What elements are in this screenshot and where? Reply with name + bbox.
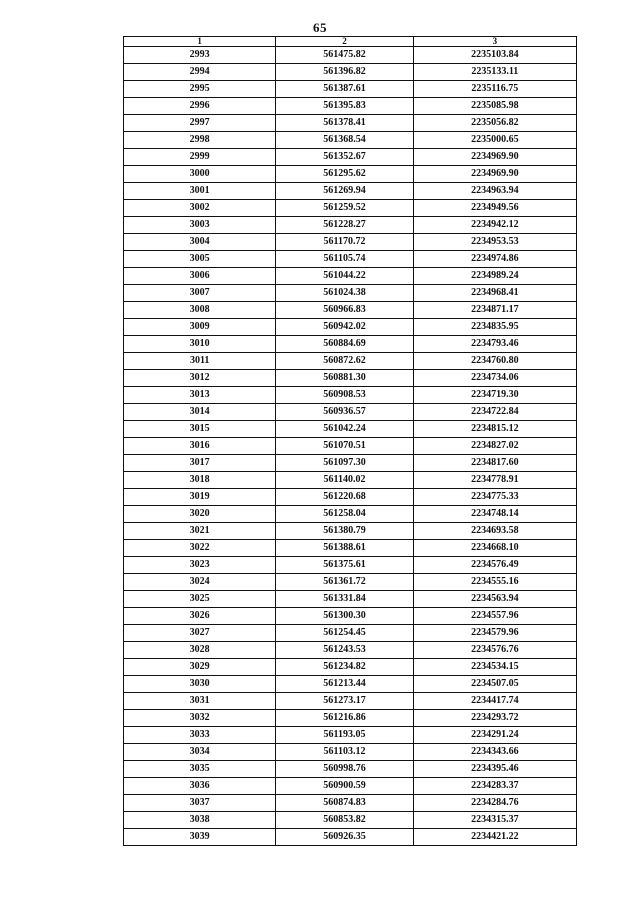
x-coordinate-cell: 561103.12 <box>276 744 413 761</box>
table-row <box>124 285 577 302</box>
table-row <box>124 268 577 285</box>
x-coordinate-cell: 561300.30 <box>276 608 413 625</box>
point-number-cell: 3036 <box>124 778 276 795</box>
y-coordinate-cell: 2234734.06 <box>413 370 576 387</box>
table-row <box>124 557 577 574</box>
table-row <box>124 387 577 404</box>
y-coordinate-cell: 2234507.05 <box>413 676 576 693</box>
point-number-cell: 3031 <box>124 693 276 710</box>
x-coordinate-cell: 561213.44 <box>276 676 413 693</box>
table-row <box>124 438 577 455</box>
y-coordinate-cell: 2234293.72 <box>413 710 576 727</box>
x-coordinate-cell: 561295.62 <box>276 166 413 183</box>
page-number: 65 <box>313 20 327 35</box>
table-row <box>124 540 577 557</box>
table-row <box>124 98 577 115</box>
table-row <box>124 217 577 234</box>
table-row <box>124 421 577 438</box>
table-body <box>124 47 577 846</box>
x-coordinate-cell: 561375.61 <box>276 557 413 574</box>
y-coordinate-cell: 2235133.11 <box>413 64 576 81</box>
table-row <box>124 336 577 353</box>
table-row <box>124 761 577 778</box>
y-coordinate-cell: 2234827.02 <box>413 438 576 455</box>
table-row <box>124 132 577 149</box>
x-coordinate-cell: 561396.82 <box>276 64 413 81</box>
point-number-cell: 3023 <box>124 557 276 574</box>
table-row <box>124 574 577 591</box>
y-coordinate-cell: 2234953.53 <box>413 234 576 251</box>
y-coordinate-cell: 2234968.41 <box>413 285 576 302</box>
y-coordinate-cell: 2235116.75 <box>413 81 576 98</box>
point-number-cell: 3011 <box>124 353 276 370</box>
point-number-cell: 3004 <box>124 234 276 251</box>
point-number-cell: 3007 <box>124 285 276 302</box>
x-coordinate-cell: 561070.51 <box>276 438 413 455</box>
point-number-cell: 3008 <box>124 302 276 319</box>
x-coordinate-cell: 561368.54 <box>276 132 413 149</box>
table-header <box>124 37 577 47</box>
point-number-cell: 3005 <box>124 251 276 268</box>
point-number-cell: 3020 <box>124 506 276 523</box>
x-coordinate-cell: 560884.69 <box>276 336 413 353</box>
column-header-3: 3 <box>413 37 576 47</box>
table-row <box>124 489 577 506</box>
point-number-cell: 3000 <box>124 166 276 183</box>
y-coordinate-cell: 2234835.95 <box>413 319 576 336</box>
point-number-cell: 3039 <box>124 829 276 846</box>
table-row <box>124 64 577 81</box>
table-row <box>124 319 577 336</box>
x-coordinate-cell: 561258.04 <box>276 506 413 523</box>
y-coordinate-cell: 2234722.84 <box>413 404 576 421</box>
x-coordinate-cell: 561024.38 <box>276 285 413 302</box>
y-coordinate-cell: 2234817.60 <box>413 455 576 472</box>
table-row <box>124 472 577 489</box>
y-coordinate-cell: 2234395.46 <box>413 761 576 778</box>
x-coordinate-cell: 560881.30 <box>276 370 413 387</box>
x-coordinate-cell: 560874.83 <box>276 795 413 812</box>
point-number-cell: 3032 <box>124 710 276 727</box>
y-coordinate-cell: 2234555.16 <box>413 574 576 591</box>
x-coordinate-cell: 561216.86 <box>276 710 413 727</box>
table-row <box>124 778 577 795</box>
y-coordinate-cell: 2235085.98 <box>413 98 576 115</box>
point-number-cell: 3026 <box>124 608 276 625</box>
y-coordinate-cell: 2234719.30 <box>413 387 576 404</box>
x-coordinate-cell: 560926.35 <box>276 829 413 846</box>
column-header-1: 1 <box>124 37 276 47</box>
y-coordinate-cell: 2234576.76 <box>413 642 576 659</box>
point-number-cell: 3015 <box>124 421 276 438</box>
table-row <box>124 727 577 744</box>
x-coordinate-cell: 561331.84 <box>276 591 413 608</box>
x-coordinate-cell: 561228.27 <box>276 217 413 234</box>
x-coordinate-cell: 560936.57 <box>276 404 413 421</box>
y-coordinate-cell: 2234693.58 <box>413 523 576 540</box>
y-coordinate-cell: 2235103.84 <box>413 47 576 64</box>
y-coordinate-cell: 2234579.96 <box>413 625 576 642</box>
x-coordinate-cell: 561044.22 <box>276 268 413 285</box>
y-coordinate-cell: 2234283.37 <box>413 778 576 795</box>
table-row <box>124 591 577 608</box>
point-number-cell: 2995 <box>124 81 276 98</box>
table-row <box>124 200 577 217</box>
x-coordinate-cell: 560966.83 <box>276 302 413 319</box>
y-coordinate-cell: 2234668.10 <box>413 540 576 557</box>
table-row <box>124 744 577 761</box>
table-row <box>124 795 577 812</box>
point-number-cell: 3010 <box>124 336 276 353</box>
x-coordinate-cell: 560942.02 <box>276 319 413 336</box>
point-number-cell: 3002 <box>124 200 276 217</box>
table-row <box>124 115 577 132</box>
y-coordinate-cell: 2234748.14 <box>413 506 576 523</box>
y-coordinate-cell: 2234775.33 <box>413 489 576 506</box>
y-coordinate-cell: 2234421.22 <box>413 829 576 846</box>
y-coordinate-cell: 2234949.56 <box>413 200 576 217</box>
table-row <box>124 81 577 98</box>
table-row <box>124 625 577 642</box>
y-coordinate-cell: 2234974.86 <box>413 251 576 268</box>
point-number-cell: 3001 <box>124 183 276 200</box>
point-number-cell: 3033 <box>124 727 276 744</box>
point-number-cell: 3029 <box>124 659 276 676</box>
point-number-cell: 3016 <box>124 438 276 455</box>
point-number-cell: 3030 <box>124 676 276 693</box>
table-row <box>124 353 577 370</box>
point-number-cell: 3017 <box>124 455 276 472</box>
x-coordinate-cell: 561378.41 <box>276 115 413 132</box>
table-row <box>124 608 577 625</box>
x-coordinate-cell: 561475.82 <box>276 47 413 64</box>
point-number-cell: 2998 <box>124 132 276 149</box>
point-number-cell: 3018 <box>124 472 276 489</box>
y-coordinate-cell: 2234284.76 <box>413 795 576 812</box>
y-coordinate-cell: 2235056.82 <box>413 115 576 132</box>
x-coordinate-cell: 561243.53 <box>276 642 413 659</box>
point-number-cell: 3014 <box>124 404 276 421</box>
y-coordinate-cell: 2234778.91 <box>413 472 576 489</box>
point-number-cell: 3025 <box>124 591 276 608</box>
table-row <box>124 642 577 659</box>
point-number-cell: 3028 <box>124 642 276 659</box>
x-coordinate-cell: 561361.72 <box>276 574 413 591</box>
table-row <box>124 166 577 183</box>
x-coordinate-cell: 561234.82 <box>276 659 413 676</box>
table-row <box>124 659 577 676</box>
point-number-cell: 3012 <box>124 370 276 387</box>
x-coordinate-cell: 560900.59 <box>276 778 413 795</box>
x-coordinate-cell: 561352.67 <box>276 149 413 166</box>
x-coordinate-cell: 560908.53 <box>276 387 413 404</box>
y-coordinate-cell: 2234793.46 <box>413 336 576 353</box>
x-coordinate-cell: 561140.02 <box>276 472 413 489</box>
table-row <box>124 676 577 693</box>
y-coordinate-cell: 2234963.94 <box>413 183 576 200</box>
table-row <box>124 404 577 421</box>
y-coordinate-cell: 2234315.37 <box>413 812 576 829</box>
y-coordinate-cell: 2234563.94 <box>413 591 576 608</box>
y-coordinate-cell: 2234815.12 <box>413 421 576 438</box>
x-coordinate-cell: 560872.62 <box>276 353 413 370</box>
point-number-cell: 3038 <box>124 812 276 829</box>
point-number-cell: 3006 <box>124 268 276 285</box>
x-coordinate-cell: 560998.76 <box>276 761 413 778</box>
table-row <box>124 370 577 387</box>
point-number-cell: 3022 <box>124 540 276 557</box>
table-row <box>124 693 577 710</box>
x-coordinate-cell: 561395.83 <box>276 98 413 115</box>
point-number-cell: 2994 <box>124 64 276 81</box>
point-number-cell: 3035 <box>124 761 276 778</box>
x-coordinate-cell: 561097.30 <box>276 455 413 472</box>
point-number-cell: 3009 <box>124 319 276 336</box>
x-coordinate-cell: 561273.17 <box>276 693 413 710</box>
table-row <box>124 183 577 200</box>
point-number-cell: 2993 <box>124 47 276 64</box>
point-number-cell: 3021 <box>124 523 276 540</box>
x-coordinate-cell: 561105.74 <box>276 251 413 268</box>
point-number-cell: 3024 <box>124 574 276 591</box>
point-number-cell: 3037 <box>124 795 276 812</box>
point-number-cell: 2997 <box>124 115 276 132</box>
y-coordinate-cell: 2234417.74 <box>413 693 576 710</box>
x-coordinate-cell: 561170.72 <box>276 234 413 251</box>
table-row <box>124 149 577 166</box>
header-row <box>124 37 577 47</box>
y-coordinate-cell: 2235000.65 <box>413 132 576 149</box>
coordinates-table <box>123 36 577 846</box>
x-coordinate-cell: 561388.61 <box>276 540 413 557</box>
x-coordinate-cell: 561269.94 <box>276 183 413 200</box>
point-number-cell: 2999 <box>124 149 276 166</box>
x-coordinate-cell: 560853.82 <box>276 812 413 829</box>
column-header-2: 2 <box>276 37 413 47</box>
table-row <box>124 455 577 472</box>
table-row <box>124 829 577 846</box>
point-number-cell: 3019 <box>124 489 276 506</box>
y-coordinate-cell: 2234760.80 <box>413 353 576 370</box>
point-number-cell: 3027 <box>124 625 276 642</box>
x-coordinate-cell: 561193.05 <box>276 727 413 744</box>
table-row <box>124 251 577 268</box>
x-coordinate-cell: 561254.45 <box>276 625 413 642</box>
x-coordinate-cell: 561259.52 <box>276 200 413 217</box>
table-row <box>124 302 577 319</box>
point-number-cell: 3013 <box>124 387 276 404</box>
y-coordinate-cell: 2234969.90 <box>413 166 576 183</box>
point-number-cell: 2996 <box>124 98 276 115</box>
table-row <box>124 234 577 251</box>
y-coordinate-cell: 2234343.66 <box>413 744 576 761</box>
y-coordinate-cell: 2234291.24 <box>413 727 576 744</box>
x-coordinate-cell: 561380.79 <box>276 523 413 540</box>
x-coordinate-cell: 561220.68 <box>276 489 413 506</box>
y-coordinate-cell: 2234534.15 <box>413 659 576 676</box>
y-coordinate-cell: 2234557.96 <box>413 608 576 625</box>
y-coordinate-cell: 2234871.17 <box>413 302 576 319</box>
y-coordinate-cell: 2234969.90 <box>413 149 576 166</box>
y-coordinate-cell: 2234989.24 <box>413 268 576 285</box>
x-coordinate-cell: 561042.24 <box>276 421 413 438</box>
table-row <box>124 523 577 540</box>
table-row <box>124 47 577 64</box>
table-row <box>124 506 577 523</box>
y-coordinate-cell: 2234576.49 <box>413 557 576 574</box>
x-coordinate-cell: 561387.61 <box>276 81 413 98</box>
table-row <box>124 812 577 829</box>
point-number-cell: 3003 <box>124 217 276 234</box>
point-number-cell: 3034 <box>124 744 276 761</box>
table-row <box>124 710 577 727</box>
y-coordinate-cell: 2234942.12 <box>413 217 576 234</box>
